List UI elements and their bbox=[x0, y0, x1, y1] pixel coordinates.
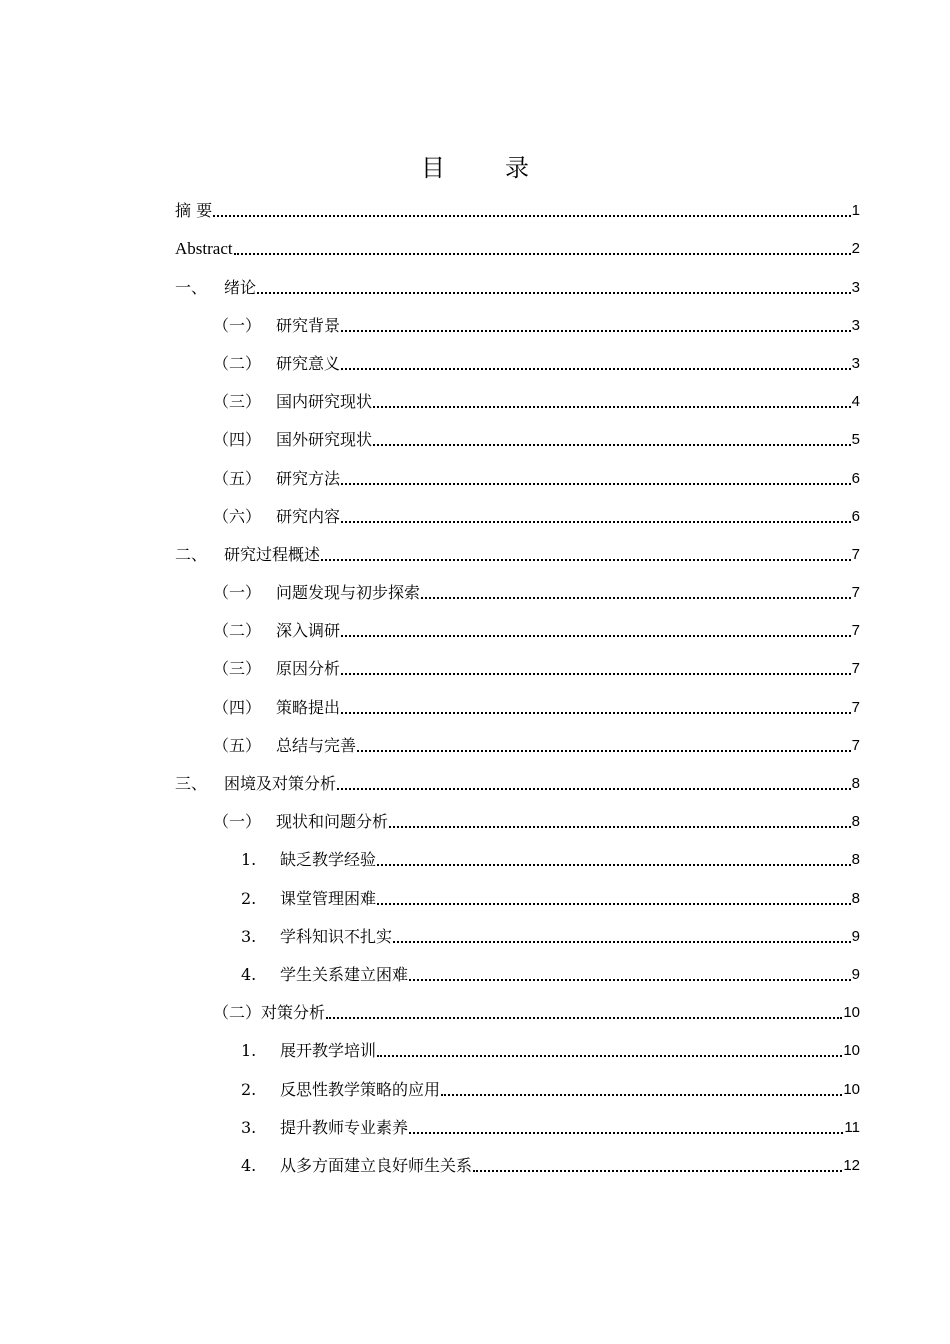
toc-entry-number: 3. bbox=[241, 1117, 257, 1137]
toc-entry[interactable] bbox=[175, 221, 860, 259]
toc-entry[interactable] bbox=[175, 489, 860, 527]
toc-entry-label: 摘 要 bbox=[175, 201, 213, 221]
dot-leader bbox=[341, 471, 851, 485]
toc-entry-page-number: 3 bbox=[851, 316, 860, 334]
dot-leader bbox=[341, 318, 851, 332]
toc-entry-label: 缺乏教学经验 bbox=[280, 850, 377, 870]
toc-entry[interactable] bbox=[175, 1061, 860, 1099]
toc-entry-page-number: 8 bbox=[851, 851, 860, 869]
toc-entry[interactable] bbox=[175, 794, 860, 832]
dot-leader bbox=[377, 852, 851, 866]
toc-entry-number: 2. bbox=[241, 1079, 257, 1099]
toc-entry-label: 反思性教学策略的应用 bbox=[280, 1079, 441, 1099]
toc-entry-number: （三） bbox=[213, 392, 262, 412]
toc-entry-label: 研究内容 bbox=[276, 506, 341, 526]
toc-entry-number: 1. bbox=[241, 1041, 257, 1061]
toc-entry-page-number: 5 bbox=[851, 431, 860, 449]
toc-entry-page-number: 6 bbox=[851, 469, 860, 487]
toc-entry-label: 深入调研 bbox=[276, 621, 341, 641]
toc-entry[interactable] bbox=[175, 832, 860, 870]
dot-leader bbox=[321, 547, 851, 561]
dot-leader bbox=[377, 891, 851, 905]
dot-leader bbox=[326, 1005, 842, 1019]
toc-entry-label: 学科知识不扎实 bbox=[280, 926, 393, 946]
dot-leader bbox=[341, 356, 851, 370]
toc-entry-page-number: 3 bbox=[851, 278, 860, 296]
dot-leader bbox=[409, 967, 851, 981]
dot-leader bbox=[341, 700, 851, 714]
toc-entry-page-number: 11 bbox=[844, 1118, 860, 1136]
toc-entry-page-number: 10 bbox=[843, 1004, 860, 1022]
toc-entry-page-number: 7 bbox=[851, 698, 860, 716]
toc-entry[interactable] bbox=[175, 641, 860, 679]
toc-entry-number: （一） bbox=[213, 583, 262, 603]
toc-entry-label: 课堂管理困难 bbox=[280, 888, 377, 908]
dot-leader bbox=[234, 241, 851, 255]
toc-entry-label: 绪论 bbox=[224, 277, 257, 297]
dot-leader bbox=[441, 1082, 842, 1096]
dot-leader bbox=[213, 203, 851, 217]
toc-entry-label: 现状和问题分析 bbox=[276, 812, 389, 832]
toc-entry-label: 国内研究现状 bbox=[276, 392, 373, 412]
dot-leader bbox=[409, 1120, 843, 1134]
toc-entry-page-number: 10 bbox=[843, 1080, 860, 1098]
toc-entry-number: 一、 bbox=[175, 277, 208, 297]
dot-leader bbox=[357, 738, 851, 752]
toc-entry-number: 4. bbox=[241, 1155, 257, 1175]
toc-entry[interactable] bbox=[175, 527, 860, 565]
toc-entry-label: 策略提出 bbox=[276, 697, 341, 717]
dot-leader bbox=[473, 1158, 842, 1172]
dot-leader bbox=[373, 394, 851, 408]
toc-entry-label: 总结与完善 bbox=[276, 735, 357, 755]
toc-entry-label: 问题发现与初步探索 bbox=[276, 583, 421, 603]
toc-entry-page-number: 7 bbox=[851, 545, 860, 563]
toc-entry[interactable] bbox=[175, 450, 860, 488]
toc-entry-number: 三、 bbox=[175, 774, 208, 793]
toc-entry-page-number: 9 bbox=[851, 965, 860, 983]
toc-entry-page-number: 10 bbox=[843, 1042, 860, 1060]
toc-entry-label: 研究背景 bbox=[276, 315, 341, 335]
dot-leader bbox=[393, 929, 851, 943]
dot-leader bbox=[373, 432, 851, 446]
toc-entry[interactable] bbox=[175, 1138, 860, 1176]
toc-entry-label: 展开教学培训 bbox=[280, 1041, 377, 1061]
toc-entry[interactable] bbox=[175, 870, 860, 908]
toc-entry-page-number: 8 bbox=[851, 775, 860, 792]
toc-entry-label: 研究方法 bbox=[276, 468, 341, 488]
toc-entry-page-number: 12 bbox=[843, 1156, 860, 1174]
toc-entry-label: 国外研究现状 bbox=[276, 430, 373, 450]
toc-entry-number: （五） bbox=[213, 468, 262, 488]
toc-entry[interactable] bbox=[175, 259, 860, 297]
toc-entry-page-number: 7 bbox=[851, 736, 860, 754]
toc-entry-page-number: 2 bbox=[851, 240, 860, 258]
toc-entry[interactable] bbox=[175, 1023, 860, 1061]
toc-entry-number: 3. bbox=[241, 926, 257, 946]
toc-entry-number: 1. bbox=[241, 850, 257, 870]
toc-entry-page-number: 6 bbox=[851, 507, 860, 525]
toc-entry-page-number: 8 bbox=[851, 889, 860, 907]
toc-entry[interactable] bbox=[175, 756, 860, 794]
toc-entry-page-number: 7 bbox=[851, 660, 860, 678]
toc-entry-label: 对策分析 bbox=[261, 1003, 326, 1023]
toc-entry-label: 提升教师专业素养 bbox=[280, 1117, 409, 1137]
toc-entry-page-number: 8 bbox=[851, 813, 860, 831]
toc-entry[interactable] bbox=[175, 565, 860, 603]
toc-entry-page-number: 7 bbox=[851, 622, 860, 640]
toc-entry-label: Abstract bbox=[175, 239, 233, 259]
dot-leader bbox=[341, 661, 851, 675]
toc-entry-number: （六） bbox=[213, 506, 262, 526]
toc-entry[interactable] bbox=[175, 412, 860, 450]
table-of-contents bbox=[175, 183, 860, 1176]
dot-leader bbox=[389, 814, 851, 828]
toc-entry[interactable] bbox=[175, 947, 860, 985]
toc-entry-label: 学生关系建立困难 bbox=[280, 964, 409, 984]
dot-leader bbox=[377, 1043, 842, 1057]
toc-entry[interactable] bbox=[175, 183, 860, 221]
toc-entry-page-number: 9 bbox=[851, 927, 860, 945]
toc-entry-number: （二） bbox=[213, 1003, 262, 1023]
toc-entry-page-number: 4 bbox=[851, 393, 860, 411]
toc-title-char: 录 bbox=[505, 154, 529, 182]
toc-entry-label: 从多方面建立良好师生关系 bbox=[280, 1155, 473, 1175]
toc-entry-label: 研究过程概述 bbox=[224, 544, 321, 564]
toc-entry[interactable] bbox=[175, 298, 860, 336]
toc-entry[interactable] bbox=[175, 909, 860, 947]
toc-entry-number: 4. bbox=[241, 964, 257, 984]
toc-entry[interactable] bbox=[175, 679, 860, 717]
toc-entry-number: （四） bbox=[213, 697, 262, 717]
toc-entry-page-number: 3 bbox=[851, 354, 860, 372]
dot-leader bbox=[341, 509, 851, 523]
toc-entry-number: 二、 bbox=[175, 544, 208, 564]
dot-leader bbox=[337, 776, 851, 790]
toc-entry[interactable] bbox=[175, 336, 860, 374]
dot-leader bbox=[341, 623, 851, 637]
toc-entry-number: （五） bbox=[213, 735, 262, 755]
dot-leader bbox=[257, 280, 851, 294]
toc-entry-number: （四） bbox=[213, 430, 262, 450]
toc-entry-label: 困境及对策分析 bbox=[224, 774, 337, 793]
toc-entry-page-number: 7 bbox=[851, 584, 860, 602]
toc-entry-number: （一） bbox=[213, 812, 262, 832]
toc-entry[interactable] bbox=[175, 1100, 860, 1138]
toc-title bbox=[0, 148, 950, 183]
toc-entry-number: （三） bbox=[213, 659, 262, 679]
toc-entry-number: （二） bbox=[213, 353, 262, 373]
toc-entry[interactable] bbox=[175, 718, 860, 756]
toc-entry-label: 研究意义 bbox=[276, 353, 341, 373]
toc-entry-number: （二） bbox=[213, 621, 262, 641]
toc-entry-label: 原因分析 bbox=[276, 659, 341, 679]
toc-entry[interactable] bbox=[175, 985, 860, 1023]
toc-entry-number: 2. bbox=[241, 888, 257, 908]
toc-entry-page-number: 1 bbox=[851, 202, 860, 220]
toc-title-char: 目 bbox=[421, 154, 445, 182]
toc-entry[interactable] bbox=[175, 374, 860, 412]
toc-entry[interactable] bbox=[175, 603, 860, 641]
dot-leader bbox=[421, 585, 851, 599]
toc-entry-number: （一） bbox=[213, 315, 262, 335]
